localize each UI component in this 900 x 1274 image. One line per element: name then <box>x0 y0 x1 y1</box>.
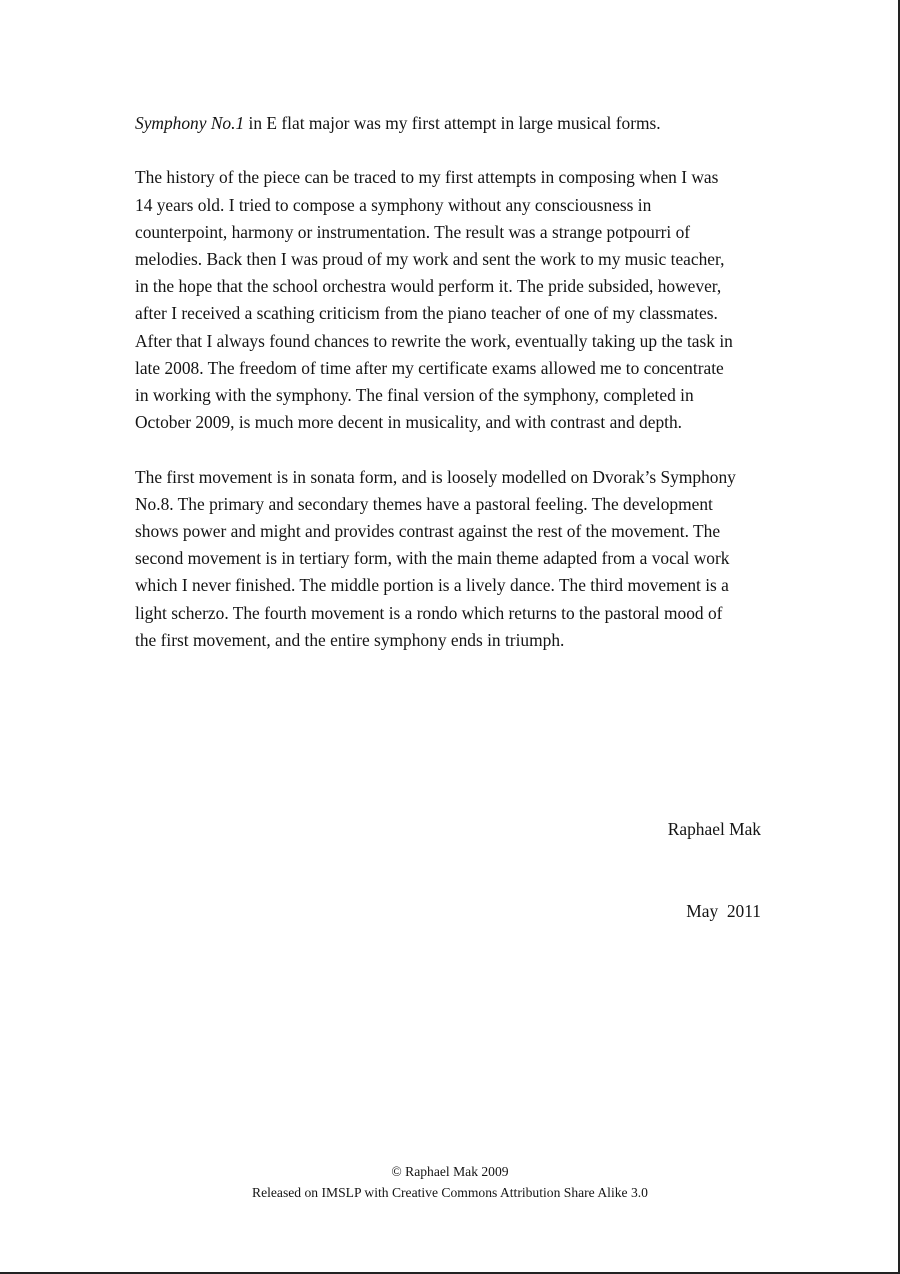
history-line: counterpoint, harmony or instrumentation. The result was a strange potpourri of <box>135 221 691 242</box>
movements-paragraph <box>135 464 769 654</box>
history-line: October 2009, is much more decent in musicality, and with contrast and depth. <box>135 412 683 433</box>
history-line: After that I always found chances to rewrite the work, eventually taking up the task in <box>135 330 733 351</box>
movements-line: which I never finished. The middle portion is a lively dance. The third movement is a <box>135 575 729 596</box>
author-name: Raphael Mak <box>667 819 761 840</box>
movements-line: second movement is in tertiary form, with the main theme adapted from a vocal work <box>135 548 730 569</box>
movements-line: light scherzo. The fourth movement is a rondo which returns to the pastoral mood of <box>135 602 723 623</box>
movements-line: The first movement is in sonata form, and is loosely modelled on Dvorak’s Symphony <box>135 466 736 487</box>
history-line: melodies. Back then I was proud of my work and sent the work to my music teacher, <box>135 249 725 269</box>
signature-date: May 2011 <box>686 901 761 922</box>
movements-line: the first movement, and the entire symphony ends in triumph. <box>135 629 565 650</box>
intro-paragraph <box>135 110 769 137</box>
history-line: late 2008. The freedom of time after my certificate exams allowed me to concentrate <box>135 357 724 378</box>
signature-block <box>668 762 761 980</box>
intro-line <box>135 110 769 137</box>
intro-text: in E flat major was my first attempt in large musical forms. <box>244 113 661 133</box>
movements-line: shows power and might and provides contrast against the rest of the movement. The <box>135 521 721 542</box>
history-line: after I received a scathing criticism from the piano teacher of one of my classmates. <box>135 303 718 324</box>
history-line: 14 years old. I tried to compose a symphony without any consciousness in <box>135 194 652 215</box>
license-notice: Released on IMSLP with Creative Commons Attribution Share Alike 3.0 <box>252 1185 648 1200</box>
movements-line: No.8. The primary and secondary themes have a pastoral feeling. The development <box>135 493 713 514</box>
history-line: The history of the piece can be traced to my first attempts in composing when I was <box>135 167 719 188</box>
program-note <box>135 110 769 681</box>
page-footer <box>0 1161 900 1203</box>
history-paragraph <box>135 164 769 436</box>
copyright-notice: © Raphael Mak 2009 <box>391 1164 509 1179</box>
history-line: in the hope that the school orchestra would perform it. The pride subsided, however, <box>135 276 722 297</box>
history-line: in working with the symphony. The final version of the symphony, completed in <box>135 385 694 406</box>
work-title: Symphony No.1 <box>135 113 245 133</box>
